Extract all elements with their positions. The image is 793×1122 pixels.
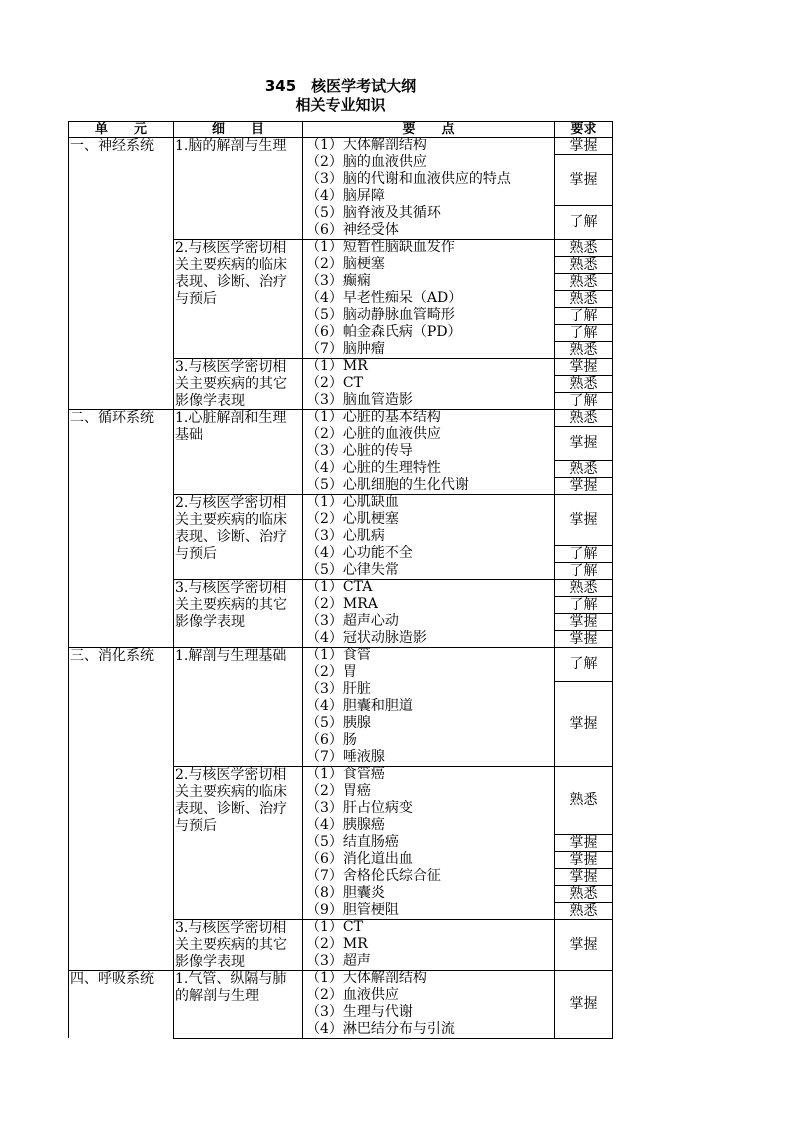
unit-cell: 一、神经系统: [68, 137, 173, 409]
point-line: （2）心脏的血液供应: [306, 426, 441, 442]
document-subtitle: 相关专业知识: [295, 96, 386, 114]
table-bottom-rule: [173, 1038, 613, 1039]
requirement-cell: 熟悉: [554, 375, 613, 392]
item-cell: 3.与核医学密切相关主要疾病的其它影像学表现: [173, 919, 302, 970]
point-line: （6）帕金森氏病（PD）: [306, 324, 462, 340]
point-line: （1）短暂性脑缺血发作: [306, 239, 455, 255]
requirement-cell: 熟悉: [554, 273, 613, 290]
requirement-cell: 熟悉: [554, 341, 613, 358]
unit-cell: 四、呼吸系统: [68, 970, 173, 1038]
point-line: （6）神经受体: [306, 222, 399, 238]
syllabus-table: [68, 121, 613, 1039]
point-line: （5）胰腺: [306, 715, 371, 731]
point-line: （5）心肌细胞的生化代谢: [306, 477, 469, 493]
point-line: （3）肝占位病变: [306, 800, 413, 816]
unit-cell: 三、消化系统: [68, 647, 173, 970]
point-line: （4）胆囊和胆道: [306, 698, 413, 714]
requirement-cell: 熟悉: [554, 460, 613, 477]
point-line: （7）唾液腺: [306, 749, 385, 765]
requirement-cell: 掌握: [554, 154, 613, 205]
point-line: （6）消化道出血: [306, 851, 413, 867]
point-line: （4）冠状动脉造影: [306, 630, 427, 646]
requirement-cell: 了解: [554, 596, 613, 613]
requirement-cell: 了解: [554, 562, 613, 579]
point-line: （3）脑血管造影: [306, 392, 413, 408]
point-line: （3）超声: [306, 953, 371, 969]
point-line: （3）生理与代谢: [306, 1004, 413, 1020]
requirement-cell: 了解: [554, 545, 613, 562]
point-line: （6）肠: [306, 732, 357, 748]
item-cell: 1.心脏解剖和生理基础: [173, 409, 302, 494]
point-line: （3）超声心动: [306, 613, 399, 629]
point-line: （3）癫痫: [306, 273, 371, 289]
requirement-cell: 熟悉: [554, 902, 613, 919]
requirement-cell: 熟悉: [554, 885, 613, 902]
header-point: 要 点: [302, 121, 554, 137]
requirement-cell: 掌握: [554, 137, 613, 154]
requirement-cell: 掌握: [554, 613, 613, 630]
point-line: （4）脑屏障: [306, 188, 385, 204]
point-line: （1）心脏的基本结构: [306, 409, 441, 425]
unit-cell: 二、循环系统: [68, 409, 173, 647]
point-line: （2）血液供应: [306, 987, 399, 1003]
requirement-cell: 掌握: [554, 970, 613, 1038]
item-cell: 2.与核医学密切相关主要疾病的临床表现、诊断、治疗与预后: [173, 766, 302, 919]
requirement-cell: 熟悉: [554, 409, 613, 426]
point-line: （1）食管: [306, 647, 371, 663]
requirement-cell: 掌握: [554, 851, 613, 868]
point-line: （2）心肌梗塞: [306, 511, 399, 527]
point-line: （3）心脏的传导: [306, 443, 413, 459]
item-cell: 2.与核医学密切相关主要疾病的临床表现、诊断、治疗与预后: [173, 239, 302, 358]
requirement-cell: 了解: [554, 324, 613, 341]
requirement-cell: 掌握: [554, 426, 613, 460]
point-line: （4）淋巴结分布与引流: [306, 1021, 455, 1037]
item-cell: 3.与核医学密切相关主要疾病的其它影像学表现: [173, 579, 302, 647]
item-cell: 1.解剖与生理基础: [173, 647, 302, 766]
point-line: （1）MR: [306, 358, 368, 374]
requirement-cell: 熟悉: [554, 239, 613, 256]
point-line: （2）MRA: [306, 596, 378, 612]
item-cell: 3.与核医学密切相关主要疾病的其它影像学表现: [173, 358, 302, 409]
item-cell: 2.与核医学密切相关主要疾病的临床表现、诊断、治疗与预后: [173, 494, 302, 579]
requirement-cell: 熟悉: [554, 256, 613, 273]
header-unit: 单 元: [68, 121, 173, 137]
requirement-cell: 了解: [554, 392, 613, 409]
requirement-cell: 掌握: [554, 681, 613, 766]
point-line: （1）CTA: [306, 579, 373, 595]
point-line: （4）心脏的生理特性: [306, 460, 441, 476]
point-line: （5）脑脊液及其循环: [306, 205, 441, 221]
requirement-cell: 了解: [554, 647, 613, 681]
requirement-cell: 掌握: [554, 868, 613, 885]
point-line: （2）脑梗塞: [306, 256, 385, 272]
point-line: （8）胆囊炎: [306, 885, 385, 901]
point-line: （3）脑的代谢和血液供应的特点: [306, 171, 511, 187]
point-line: （1）大体解剖结构: [306, 970, 427, 986]
point-line: （7）舍格伦氏综合征: [306, 868, 441, 884]
requirement-cell: 了解: [554, 205, 613, 239]
requirement-cell: 了解: [554, 307, 613, 324]
point-line: （2）胃: [306, 664, 357, 680]
requirement-cell: 掌握: [554, 834, 613, 851]
requirement-cell: 熟悉: [554, 579, 613, 596]
item-cell: 1.脑的解剖与生理: [173, 137, 302, 239]
document-title: 345 核医学考试大纲: [264, 77, 417, 95]
point-line: （7）脑肿瘤: [306, 341, 385, 357]
point-line: （3）肝脏: [306, 681, 371, 697]
point-line: （2）脑的血液供应: [306, 154, 427, 170]
point-line: （9）胆管梗阻: [306, 902, 399, 918]
requirement-cell: 掌握: [554, 494, 613, 545]
point-line: （1）CT: [306, 919, 363, 935]
header-item: 细 目: [173, 121, 302, 137]
point-line: （2）胃癌: [306, 783, 371, 799]
item-cell: 1.气管、纵隔与肺的解剖与生理: [173, 970, 302, 1038]
requirement-cell: 掌握: [554, 358, 613, 375]
requirement-cell: 熟悉: [554, 290, 613, 307]
point-line: （2）MR: [306, 936, 368, 952]
point-line: （1）心肌缺血: [306, 494, 399, 510]
requirement-cell: 熟悉: [554, 766, 613, 834]
point-line: （2）CT: [306, 375, 363, 391]
requirement-cell: 掌握: [554, 630, 613, 647]
point-line: （5）心律失常: [306, 562, 399, 578]
point-line: （5）结直肠癌: [306, 834, 399, 850]
point-line: （4）心功能不全: [306, 545, 413, 561]
point-line: （1）食管癌: [306, 766, 385, 782]
point-line: （4）胰腺癌: [306, 817, 385, 833]
point-line: （1）大体解剖结构: [306, 137, 427, 153]
point-line: （3）心肌病: [306, 528, 385, 544]
point-line: （5）脑动静脉血管畸形: [306, 307, 455, 323]
header-requirement: 要求: [554, 121, 613, 137]
requirement-cell: 掌握: [554, 919, 613, 970]
point-line: （4）早老性痴呆（AD）: [306, 290, 463, 306]
requirement-cell: 掌握: [554, 477, 613, 494]
